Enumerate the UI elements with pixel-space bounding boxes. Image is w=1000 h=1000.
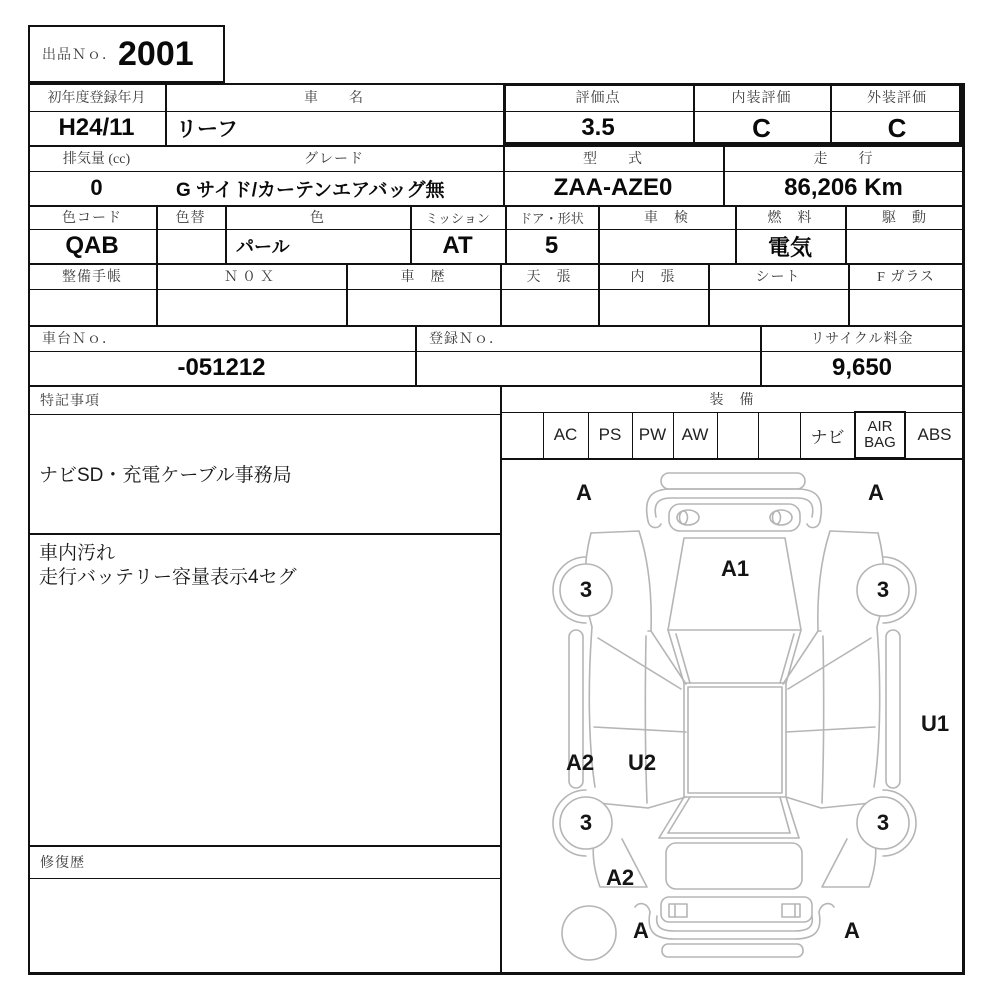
grid-line bbox=[28, 972, 965, 975]
car-name-label: 車 名 bbox=[304, 91, 364, 106]
damage-code-U2: U2 bbox=[627, 750, 657, 775]
front-glass-label: F ガラス bbox=[877, 270, 935, 285]
car-diagram bbox=[500, 460, 962, 972]
displacement-label: 排気量 (cc) bbox=[62, 152, 131, 167]
interior-grade-value: C bbox=[752, 112, 771, 143]
lot-number-label: 出品Ｎｏ． bbox=[42, 48, 117, 63]
reg-no-label: 登録Ｎｏ． bbox=[429, 332, 504, 347]
windshield bbox=[668, 538, 801, 630]
equipment-item-ac: AC bbox=[553, 425, 578, 444]
damage-code-3: 3 bbox=[579, 577, 593, 602]
front-glass-value bbox=[848, 289, 964, 325]
seat-value bbox=[708, 289, 848, 325]
damage-code-A2: A2 bbox=[605, 865, 635, 890]
mileage-label: 走 行 bbox=[813, 152, 874, 167]
service-book-label: 整備手帳 bbox=[62, 270, 122, 285]
equipment-item-navi: ナビ bbox=[810, 427, 845, 447]
color-change-value bbox=[156, 229, 225, 263]
damage-code-3: 3 bbox=[579, 810, 593, 835]
car-history-value bbox=[346, 289, 500, 325]
equipment-item-abs: ABS bbox=[917, 425, 952, 444]
right-door-strip bbox=[886, 630, 900, 788]
repair-history-label: 修復歴 bbox=[40, 855, 85, 871]
damage-code-A1: A1 bbox=[720, 556, 750, 581]
chassis-no-value: -051212 bbox=[177, 354, 266, 381]
drive-value bbox=[845, 229, 964, 263]
reg-no-value bbox=[415, 351, 760, 385]
equipment-item bbox=[758, 412, 800, 458]
rear-bottom-strip bbox=[662, 944, 803, 957]
recycle-fee-value: 9,650 bbox=[831, 354, 893, 381]
equipment-item bbox=[717, 412, 758, 458]
interior-grade-label: 内装評価 bbox=[731, 91, 792, 106]
damage-code-3: 3 bbox=[876, 810, 890, 835]
fuel-value: 電気 bbox=[767, 234, 812, 260]
nox-value bbox=[156, 289, 346, 325]
color-change-label: 色替 bbox=[175, 211, 206, 226]
damage-code-A: A bbox=[844, 918, 860, 943]
first-reg-label: 初年度登録年月 bbox=[47, 91, 146, 106]
damage-code-A: A bbox=[576, 480, 592, 505]
headliner-label: 天 張 bbox=[526, 270, 572, 285]
rear-light-bar bbox=[661, 897, 812, 922]
transmission-label: ミッション bbox=[425, 210, 490, 226]
exterior-grade-value: C bbox=[887, 112, 907, 143]
exterior-grade-label: 外装評価 bbox=[867, 91, 927, 106]
car-history-label: 車 歴 bbox=[400, 270, 446, 285]
transmission-value: AT bbox=[442, 232, 473, 259]
damage-code-U1: U1 bbox=[920, 711, 950, 736]
damage-code-A2: A2 bbox=[565, 750, 595, 775]
drive-label: 駆 動 bbox=[882, 211, 927, 226]
damage-code-A: A bbox=[633, 918, 649, 943]
service-book-value bbox=[28, 289, 156, 325]
recycle-fee-label: リサイクル料金 bbox=[810, 332, 914, 347]
notes-line-3: 走行バッテリー容量表示4セグ bbox=[39, 566, 297, 588]
grade-value: G サイド/カーテンエアバッグ無 bbox=[176, 179, 445, 201]
lot-number-value: 2001 bbox=[118, 34, 194, 73]
seat-label: シート bbox=[755, 270, 801, 285]
inspection-value bbox=[598, 229, 735, 263]
equipment-item-aw: AW bbox=[681, 425, 709, 444]
displacement-value: 0 bbox=[90, 175, 103, 200]
spare-tire bbox=[562, 906, 616, 960]
score-value: 3.5 bbox=[581, 114, 615, 141]
fuel-label: 燃 料 bbox=[767, 211, 813, 226]
equipment-item-pw: PW bbox=[638, 425, 667, 444]
doors-value: 5 bbox=[544, 232, 559, 259]
grade-label: グレード bbox=[304, 152, 364, 167]
color-label: 色 bbox=[310, 211, 325, 226]
notes-line-2: 車内汚れ bbox=[39, 542, 116, 564]
score-label: 評価点 bbox=[575, 91, 621, 106]
trunk-lid bbox=[666, 843, 802, 889]
notes-line-1: ナビSD・充電ケーブル事務局 bbox=[39, 465, 292, 486]
grid-line bbox=[28, 533, 500, 535]
nox-label: Ｎ０Ｘ bbox=[224, 270, 278, 285]
inspection-label: 車 検 bbox=[644, 211, 689, 226]
headliner-value bbox=[500, 289, 598, 325]
equipment-label: 装 備 bbox=[709, 392, 755, 408]
car-name-value: リーフ bbox=[176, 118, 238, 141]
equipment-item-airbag: AIR BAG bbox=[864, 417, 896, 451]
equipment-item-ps: PS bbox=[598, 425, 622, 444]
mileage-value: 86,206 Km bbox=[784, 174, 903, 201]
front-top-strip bbox=[661, 473, 805, 489]
notes-label: 特記事項 bbox=[40, 393, 100, 409]
repair-history-value bbox=[28, 878, 500, 972]
chassis-no-label: 車台Ｎｏ． bbox=[42, 332, 117, 347]
color-code-value: QAB bbox=[65, 232, 119, 259]
color-code-label: 色コード bbox=[62, 211, 122, 226]
model-code-label: 型 式 bbox=[583, 152, 643, 167]
door-trim-label: 内 張 bbox=[630, 270, 676, 285]
damage-code-A: A bbox=[868, 480, 884, 505]
model-code-value: ZAA-AZE0 bbox=[553, 174, 673, 201]
color-value: パール bbox=[236, 237, 290, 257]
doors-label: ドア・形状 bbox=[519, 210, 584, 226]
door-trim-value bbox=[598, 289, 708, 325]
first-reg-value: H24/11 bbox=[58, 114, 135, 141]
equipment-item bbox=[500, 412, 543, 458]
damage-code-3: 3 bbox=[876, 577, 890, 602]
roof bbox=[684, 683, 786, 797]
